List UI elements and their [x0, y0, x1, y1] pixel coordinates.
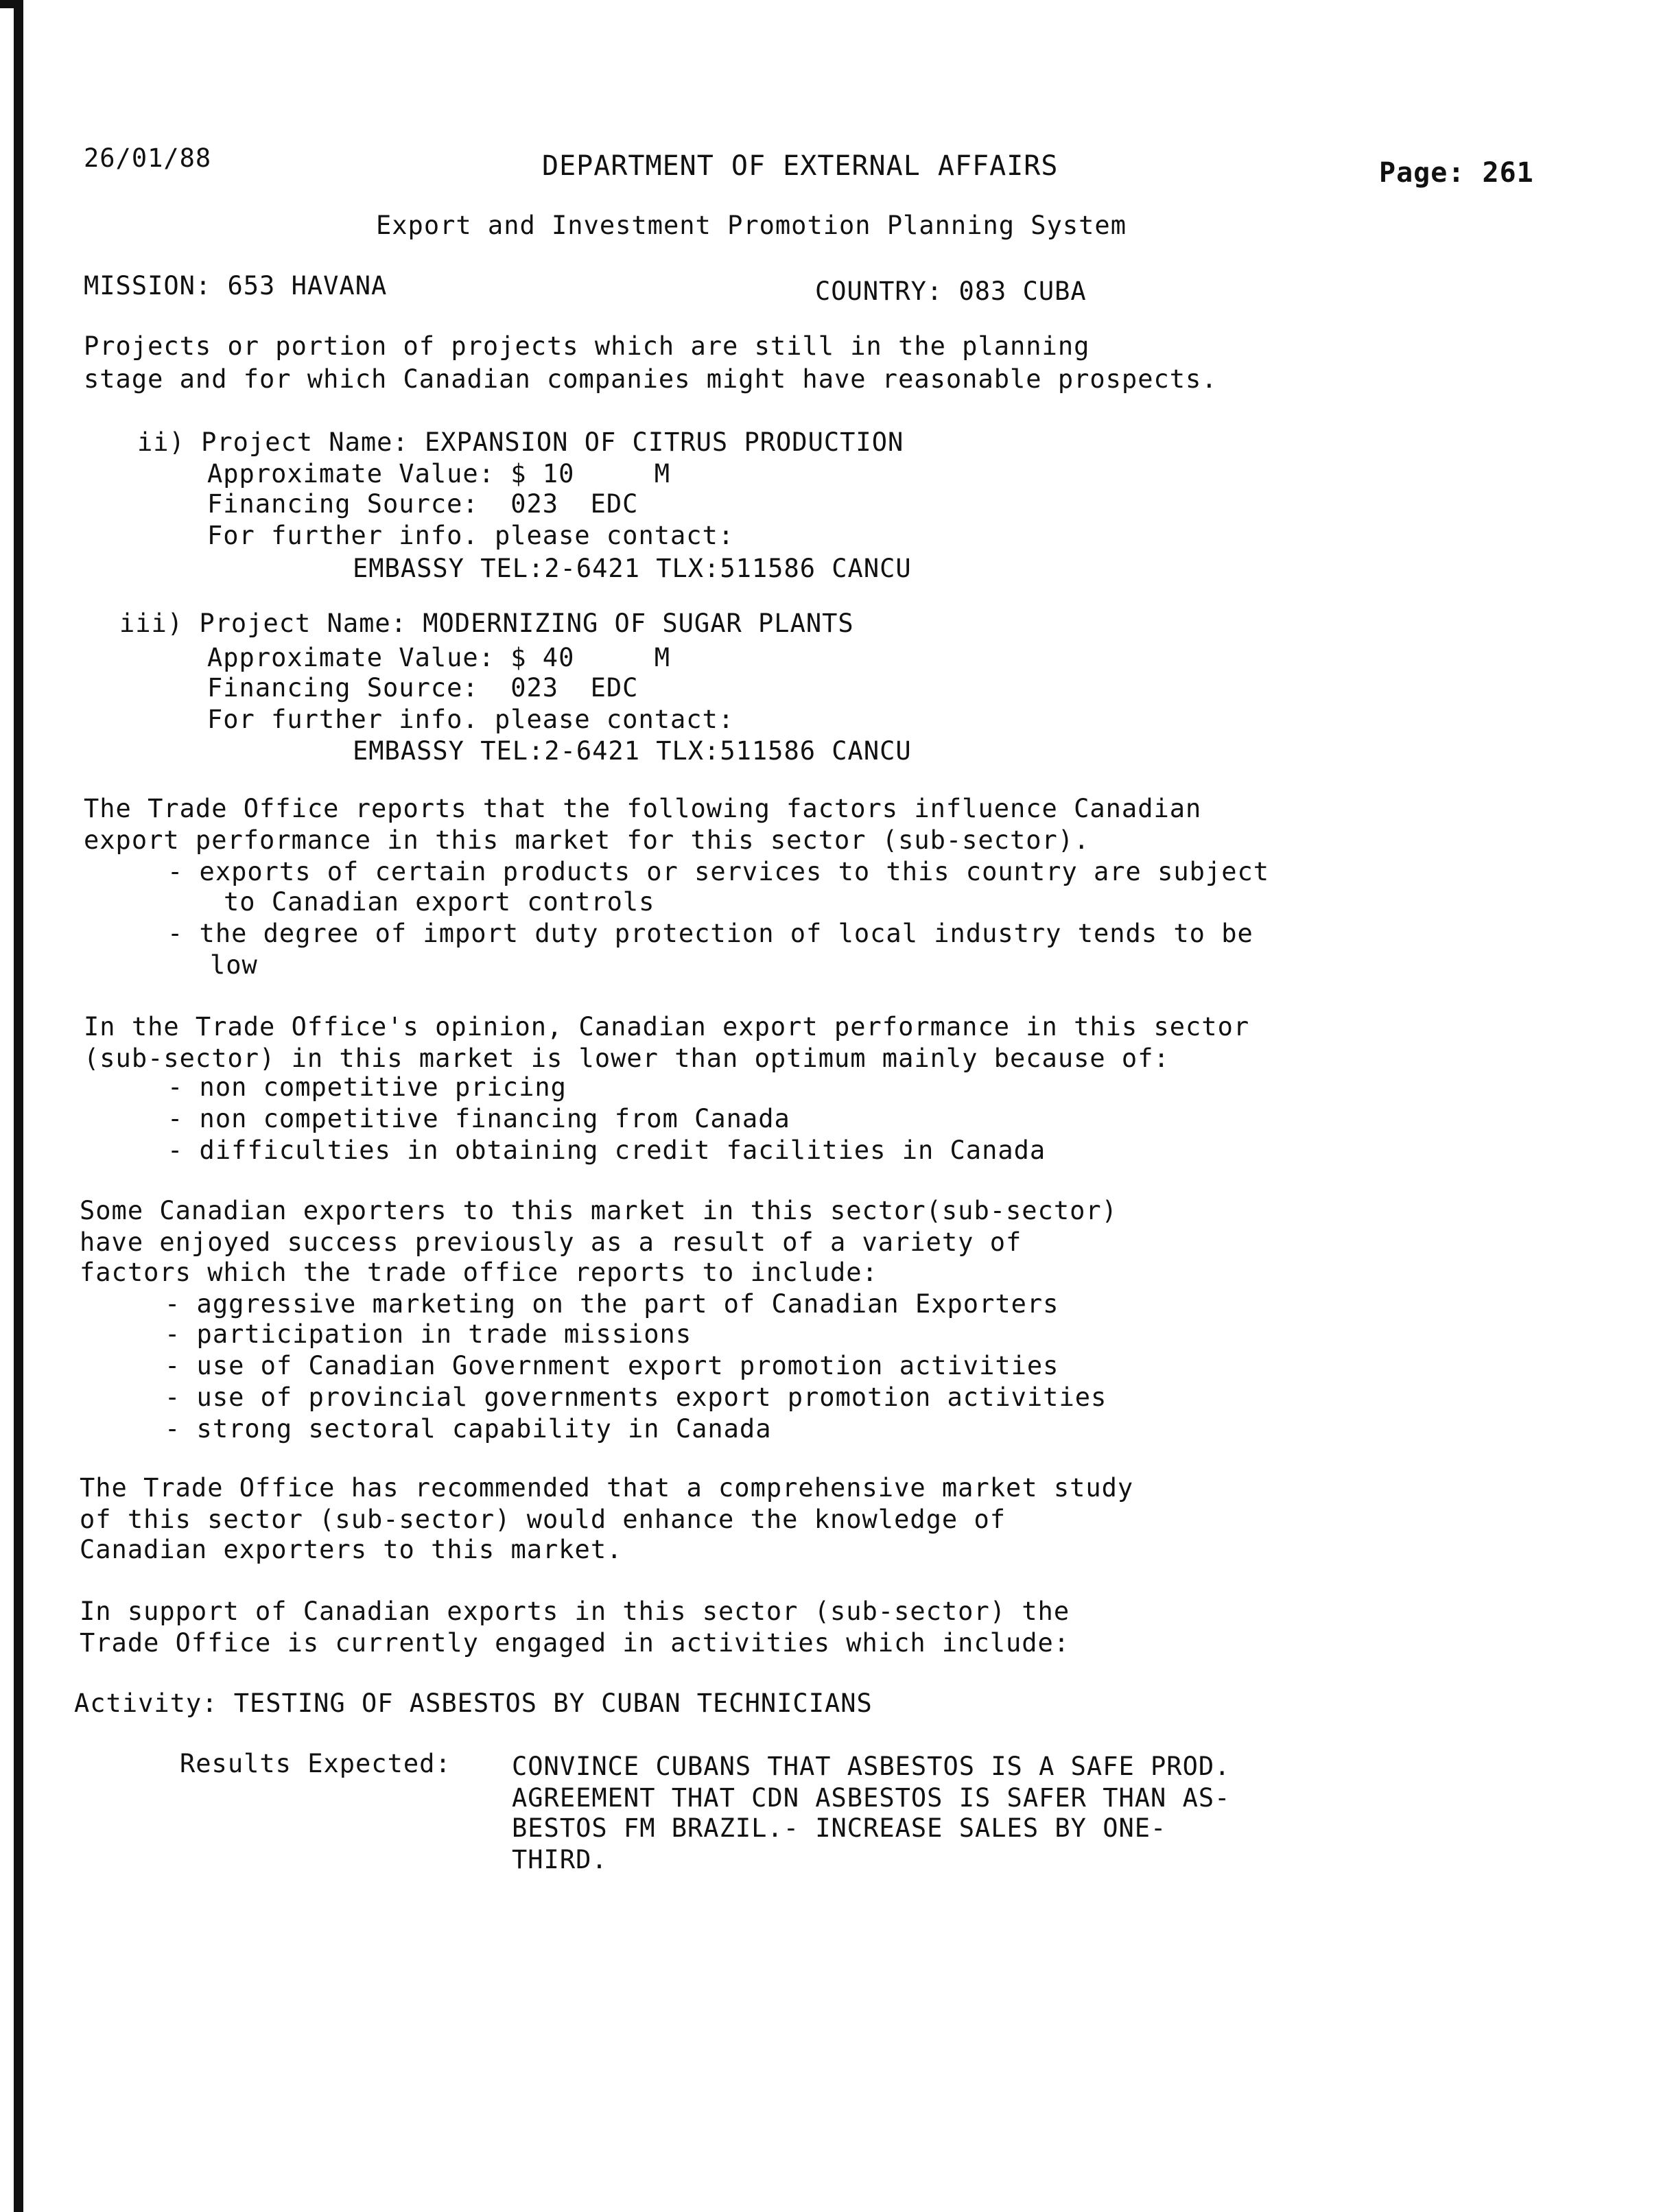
opinion-item: - non competitive financing from Canada	[167, 1104, 790, 1133]
results-label: Results Expected:	[180, 1749, 451, 1778]
project-contact: For further info. please contact:	[207, 521, 735, 550]
recommendation-line: of this sector (sub-sector) would enhance the knowledge of	[80, 1505, 1006, 1534]
success-item: - strong sectoral capability in Canada	[165, 1414, 772, 1444]
page-binding-edge	[14, 0, 23, 2212]
factor-item: - the degree of import duty protection of local industry tends to be	[167, 919, 1253, 948]
factor-item: to Canadian export controls	[224, 887, 655, 917]
recommendation-line: Canadian exporters to this market.	[80, 1535, 623, 1564]
success-item: - aggressive marketing on the part of Canadian Exporters	[165, 1289, 1059, 1319]
mission-label: MISSION: 653 HAVANA	[84, 271, 388, 301]
project-name: iii) Project Name: MODERNIZING OF SUGAR PLANTS	[119, 609, 854, 638]
project-value: Approximate Value: $ 40 M	[207, 643, 671, 672]
factor-item: - exports of certain products or services to this country are subject	[167, 857, 1270, 886]
project-contact-detail: EMBASSY TEL:2-6421 TLX:511586 CANCU	[353, 554, 912, 583]
department-title: DEPARTMENT OF EXTERNAL AFFAIRS	[542, 150, 1059, 182]
project-contact: For further info. please contact:	[207, 705, 735, 734]
factors-intro: export performance in this market for this sector (sub-sector).	[84, 825, 1090, 855]
opinion-intro: In the Trade Office's opinion, Canadian export performance in this sector	[84, 1012, 1250, 1042]
factor-item: low	[210, 950, 258, 980]
success-intro: Some Canadian exporters to this market in this sector(sub-sector)	[80, 1196, 1118, 1225]
success-item: - use of Canadian Government export promotion activities	[165, 1351, 1059, 1380]
opinion-item: - non competitive pricing	[167, 1072, 567, 1102]
country-label: COUNTRY: 083 CUBA	[815, 276, 1087, 306]
results-line: THIRD.	[512, 1845, 608, 1874]
project-value: Approximate Value: $ 10 M	[207, 459, 671, 489]
report-date: 26/01/88	[84, 143, 212, 173]
opinion-intro: (sub-sector) in this market is lower than optimum mainly because of:	[84, 1044, 1170, 1073]
results-line: AGREEMENT THAT CDN ASBESTOS IS SAFER THAN AS-	[512, 1783, 1231, 1813]
support-line: In support of Canadian exports in this sector (sub-sector) the	[80, 1597, 1070, 1626]
intro-line: Projects or portion of projects which are still in the planning	[84, 331, 1090, 361]
intro-line: stage and for which Canadian companies might have reasonable prospects.	[84, 364, 1218, 394]
project-contact-detail: EMBASSY TEL:2-6421 TLX:511586 CANCU	[353, 736, 912, 766]
page-number: Page: 261	[1379, 157, 1534, 189]
success-intro: factors which the trade office reports to include:	[80, 1258, 878, 1287]
project-financing: Financing Source: 023 EDC	[207, 673, 639, 703]
system-title: Export and Investment Promotion Planning System	[376, 211, 1127, 240]
results-line: CONVINCE CUBANS THAT ASBESTOS IS A SAFE PROD.	[512, 1752, 1231, 1781]
success-item: - use of provincial governments export promotion activities	[165, 1382, 1107, 1412]
project-financing: Financing Source: 023 EDC	[207, 489, 639, 519]
support-line: Trade Office is currently engaged in activities which include:	[80, 1628, 1070, 1658]
results-line: BESTOS FM BRAZIL.- INCREASE SALES BY ONE-	[512, 1813, 1167, 1843]
page-binding-edge-tip	[0, 0, 21, 8]
project-name: ii) Project Name: EXPANSION OF CITRUS PRODUCTION	[137, 427, 904, 457]
recommendation-line: The Trade Office has recommended that a comprehensive market study	[80, 1473, 1134, 1503]
success-item: - participation in trade missions	[165, 1319, 692, 1349]
opinion-item: - difficulties in obtaining credit facilities in Canada	[167, 1136, 1046, 1165]
success-intro: have enjoyed success previously as a result of a variety of	[80, 1227, 1022, 1257]
activity-line: Activity: TESTING OF ASBESTOS BY CUBAN TECHNICIANS	[74, 1689, 873, 1718]
factors-intro: The Trade Office reports that the following factors influence Canadian	[84, 794, 1202, 823]
